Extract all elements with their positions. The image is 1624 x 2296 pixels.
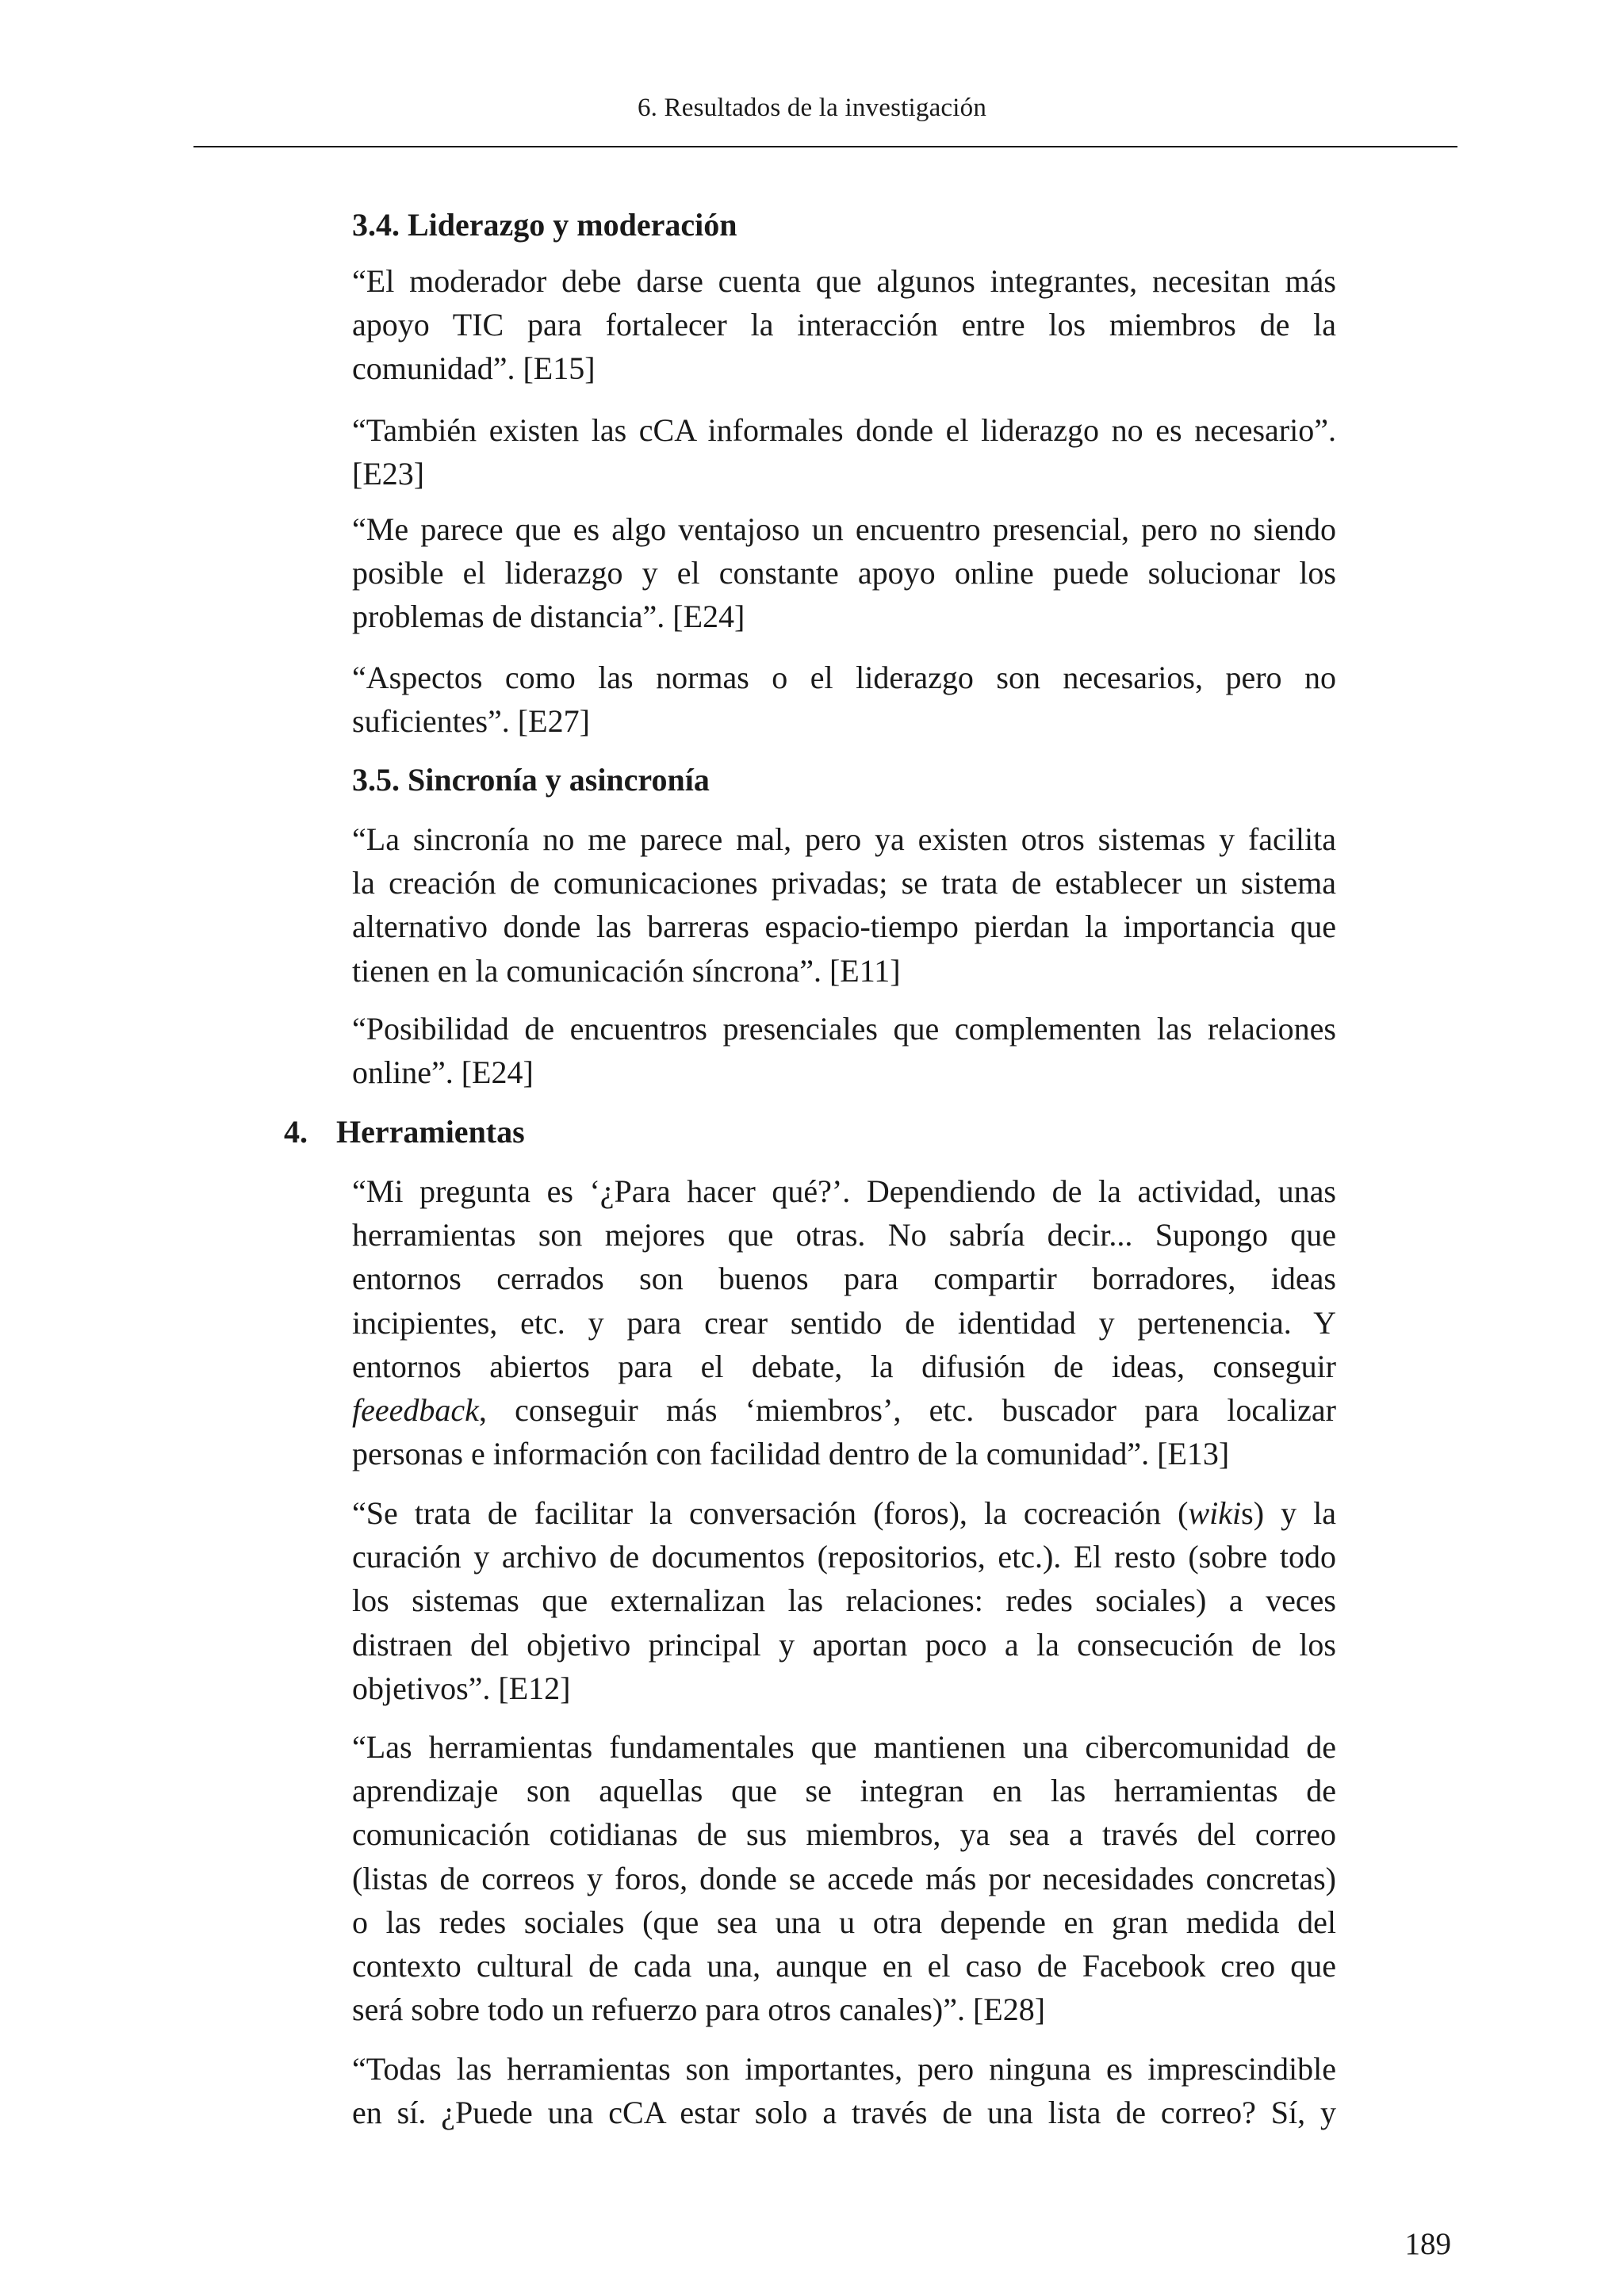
italic-term: feeedback xyxy=(352,1392,479,1429)
text-line: (listas de correos y foros, donde se accede más por necesidades concretas) xyxy=(352,1860,1336,1896)
text-line xyxy=(352,1388,1336,1432)
text-line: contexto cultural de cada una, aunque en el caso de Facebook creo que xyxy=(352,1948,1336,1984)
quote-e27 xyxy=(352,656,1336,743)
header-rule xyxy=(193,146,1457,147)
text-line: “Aspectos como las normas o el liderazgo son necesarios, pero no xyxy=(352,660,1336,695)
section-number: 4. xyxy=(284,1114,308,1150)
quote-continued xyxy=(352,2047,1336,2134)
text-line: [E23] xyxy=(352,456,425,492)
text-line: “También existen las cCA informales donde el liderazgo no es necesario”. xyxy=(352,412,1336,448)
quote-e24-b xyxy=(352,1007,1336,1094)
text-line: objetivos”. [E12] xyxy=(352,1670,571,1706)
section-title: Herramientas xyxy=(336,1114,525,1150)
page-number: 189 xyxy=(1404,2227,1451,2261)
section-heading-3-5: 3.5. Sincronía y asincronía xyxy=(352,762,710,798)
text-line: posible el liderazgo y el constante apoyo online puede solucionar los xyxy=(352,555,1336,591)
quote-e24 xyxy=(352,507,1336,639)
text-line: entornos abiertos para el debate, la difusión de ideas, conseguir xyxy=(352,1348,1336,1384)
text-line: entornos cerrados son buenos para compartir borradores, ideas xyxy=(352,1261,1336,1297)
text-line: comunidad”. [E15] xyxy=(352,350,596,387)
text-line: “Me parece que es algo ventajoso un encuentro presencial, pero no siendo xyxy=(352,511,1336,547)
text-line: herramientas son mejores que otras. No sabría decir... Supongo que xyxy=(352,1217,1336,1253)
text-line: alternativo donde las barreras espacio-tiempo pierdan la importancia que xyxy=(352,909,1336,945)
text-line: los sistemas que externalizan las relaciones: redes sociales) a veces xyxy=(352,1582,1336,1619)
italic-term: wiki xyxy=(1188,1495,1242,1531)
text-line: “La sincronía no me parece mal, pero ya existen otros sistemas y facilita xyxy=(352,821,1336,857)
text-line: distraen del objetivo principal y aportan poco a la consecución de los xyxy=(352,1626,1336,1663)
text-line: en sí. ¿Puede una cCA estar solo a través de una lista de correo? Sí, y xyxy=(352,2095,1336,2131)
text-line: la creación de comunicaciones privadas; se trata de establecer un sistema xyxy=(352,865,1336,901)
quote-e12 xyxy=(352,1491,1336,1710)
quote-e13 xyxy=(352,1169,1336,1475)
quote-e15 xyxy=(352,259,1336,391)
text-line: suficientes”. [E27] xyxy=(352,703,590,740)
text-line: apoyo TIC para fortalecer la interacción entre los miembros de la xyxy=(352,307,1336,343)
quote-e23 xyxy=(352,408,1336,496)
quote-e28 xyxy=(352,1725,1336,2031)
text-fragment: , conseguir más ‘miembros’, etc. buscador para localizar xyxy=(478,1392,1336,1429)
text-line: “El moderador debe darse cuenta que algunos integrantes, necesitan más xyxy=(352,263,1336,299)
text-line: “Posibilidad de encuentros presenciales que complementen las relaciones xyxy=(352,1011,1336,1047)
text-line: problemas de distancia”. [E24] xyxy=(352,599,745,635)
text-line: “Mi pregunta es ‘¿Para hacer qué?’. Dependiendo de la actividad, unas xyxy=(352,1173,1336,1209)
text-line: personas e información con facilidad dentro de la comunidad”. [E13] xyxy=(352,1436,1230,1472)
text-line: “Las herramientas fundamentales que mantienen una cibercomunidad de xyxy=(352,1729,1336,1765)
running-header: 6. Resultados de la investigación xyxy=(637,94,987,122)
quote-e11 xyxy=(352,817,1336,993)
text-line: o las redes sociales (que sea una u otra depende en gran medida del xyxy=(352,1904,1336,1940)
text-line: curación y archivo de documentos (repositorios, etc.). El resto (sobre todo xyxy=(352,1539,1336,1575)
text-fragment: “Se trata de facilitar la conversación (foros), la cocreación ( xyxy=(352,1495,1189,1531)
text-line: “Todas las herramientas son importantes, pero ninguna es imprescindible xyxy=(352,2051,1336,2087)
section-heading-4 xyxy=(284,1110,525,1154)
text-line: incipientes, etc. y para crear sentido de identidad y pertenencia. Y xyxy=(352,1304,1336,1341)
text-line: será sobre todo un refuerzo para otros canales)”. [E28] xyxy=(352,1992,1046,2028)
text-line: comunicación cotidianas de sus miembros, ya sea a través del correo xyxy=(352,1816,1336,1853)
text-line: tienen en la comunicación síncrona”. [E11] xyxy=(352,952,901,989)
text-fragment: s) y la xyxy=(1241,1495,1336,1531)
text-line xyxy=(352,1491,1336,1535)
text-line: online”. [E24] xyxy=(352,1054,534,1091)
section-heading-3-4: 3.4. Liderazgo y moderación xyxy=(352,207,737,243)
text-line: aprendizaje son aquellas que se integran en las herramientas de xyxy=(352,1773,1336,1809)
